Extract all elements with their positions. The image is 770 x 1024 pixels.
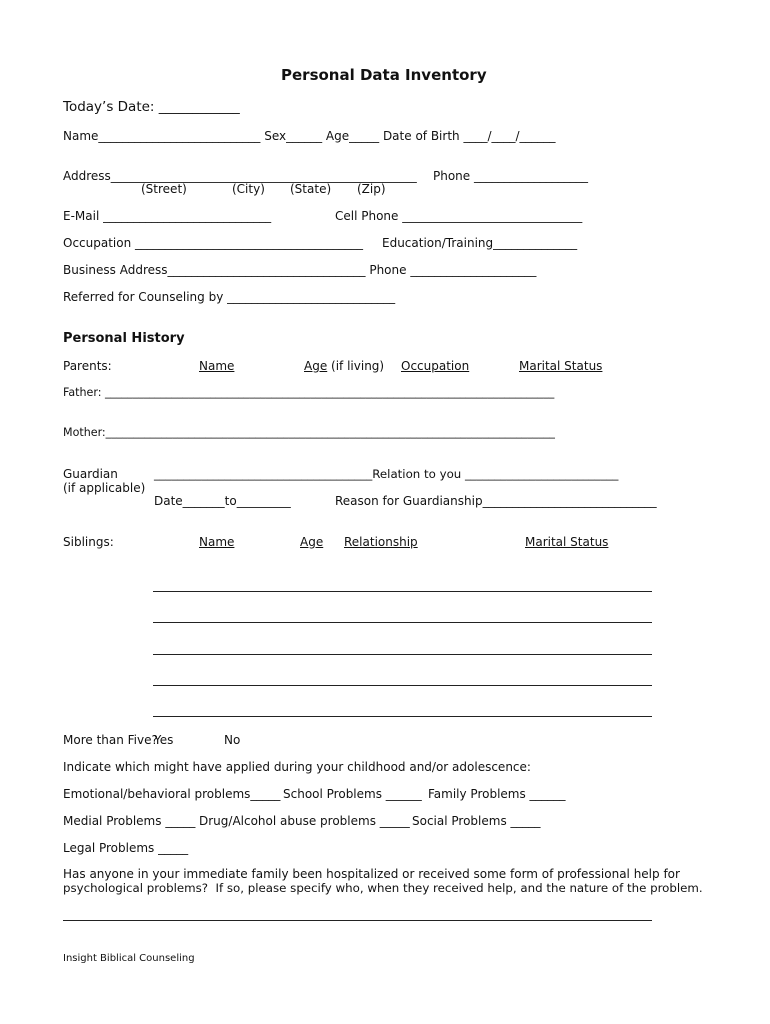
referred-by-field: Referred for Counseling by ____________________________ <box>63 290 396 304</box>
address-phone-field: Phone ___________________ <box>433 169 588 183</box>
guardian-date-line: Date_______to_________ <box>154 494 291 508</box>
sibling-entry-line <box>153 654 652 655</box>
siblings-col-name: Name <box>199 535 235 549</box>
email-field: E-Mail ____________________________ <box>63 209 272 223</box>
drug-alcohol-problems-field: Drug/Alcohol abuse problems _____ <box>199 814 410 828</box>
family-help-question-line1: Has anyone in your immediate family been hospitalized or received some form of professional help for <box>63 867 680 881</box>
more-than-five-label: More than Five? <box>63 733 158 747</box>
education-field: Education/Training______________ <box>382 236 578 250</box>
street-label: (Street) <box>141 182 187 196</box>
guardian-label: Guardian <box>63 467 118 481</box>
siblings-label: Siblings: <box>63 535 114 549</box>
indicate-instructions: Indicate which might have applied during your childhood and/or adolescence: <box>63 760 531 774</box>
page-footer: Insight Biblical Counseling <box>63 953 195 964</box>
guardianship-reason-field: Reason for Guardianship_____________________________ <box>335 494 657 508</box>
occupation-field: Occupation ______________________________________ <box>63 236 364 250</box>
personal-history-heading: Personal History <box>63 331 185 346</box>
parents-col-age-suffix: (if living) <box>327 359 385 373</box>
parents-col-age-label: Age <box>304 359 328 373</box>
family-help-answer-line <box>63 920 652 921</box>
social-problems-field: Social Problems _____ <box>412 814 541 828</box>
if-applicable-label: (if applicable) <box>63 481 146 495</box>
legal-problems-field: Legal Problems _____ <box>63 841 189 855</box>
mother-field: Mother:_________________________________________________________________________________ <box>63 426 555 439</box>
guardian-relation-line: _____________________________________Relation to you __________________________ <box>154 467 619 481</box>
parents-col-name: Name <box>199 359 235 373</box>
parents-label: Parents: <box>63 359 112 373</box>
page-title: Personal Data Inventory <box>281 66 487 84</box>
family-problems-field: Family Problems ______ <box>428 787 566 801</box>
zip-label: (Zip) <box>357 182 386 196</box>
parents-col-marital: Marital Status <box>519 359 603 373</box>
state-label: (State) <box>290 182 332 196</box>
siblings-col-marital: Marital Status <box>525 535 609 549</box>
sibling-entry-line <box>153 622 652 623</box>
sibling-entry-line <box>153 716 652 717</box>
parents-col-age <box>304 359 384 373</box>
business-address-row: Business Address_________________________________ Phone _____________________ <box>63 263 537 277</box>
parents-col-occupation: Occupation <box>401 359 470 373</box>
emotional-problems-field: Emotional/behavioral problems_____ <box>63 787 281 801</box>
more-than-five-yes: Yes <box>154 733 174 747</box>
family-help-question-line2: psychological problems? If so, please specify who, when they received help, and the nature of the problem. <box>63 881 703 895</box>
school-problems-field: School Problems ______ <box>283 787 422 801</box>
siblings-col-age: Age <box>300 535 324 549</box>
father-field: Father: _________________________________________________________________________________ <box>63 386 555 399</box>
sibling-entry-line <box>153 685 652 686</box>
sibling-entry-line <box>153 591 652 592</box>
todays-date-field: Today’s Date: ____________ <box>63 99 240 115</box>
medial-problems-field: Medial Problems _____ <box>63 814 196 828</box>
siblings-col-relationship: Relationship <box>344 535 418 549</box>
name-sex-age-dob-row: Name___________________________ Sex______ Age_____ Date of Birth ____/____/______ <box>63 129 556 143</box>
city-label: (City) <box>232 182 265 196</box>
address-field: Address___________________________________________________ <box>63 169 417 183</box>
more-than-five-no: No <box>224 733 241 747</box>
cell-phone-field: Cell Phone ______________________________ <box>335 209 583 223</box>
